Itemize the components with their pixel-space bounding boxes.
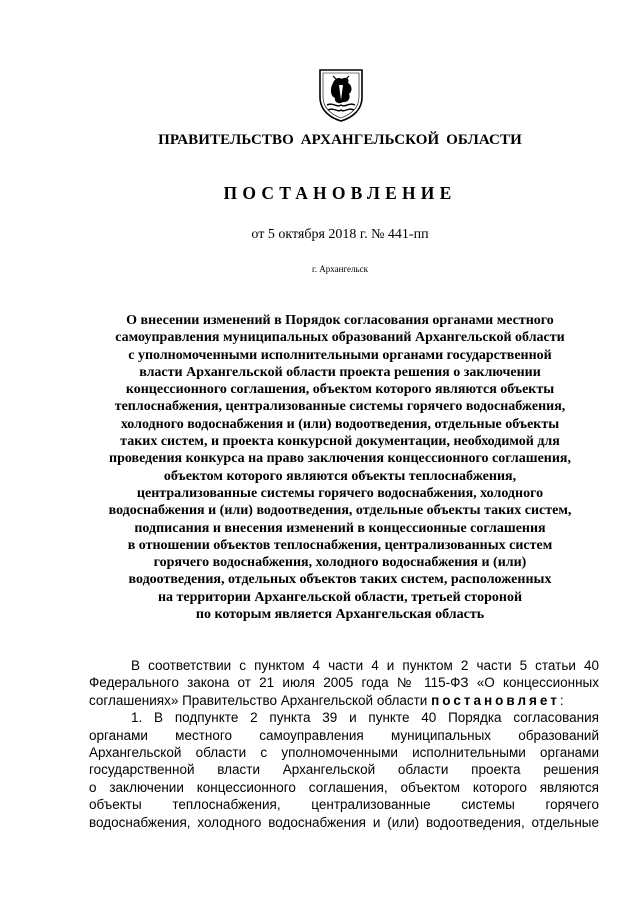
coat-of-arms-emblem [317, 67, 365, 123]
body-line: 1. В подпункте 2 пункта 39 и пункте 40 Порядка согласования [131, 710, 599, 726]
title-line: водоснабжения и (или) водоотведения, отдельные объекты таких систем, [108, 503, 572, 519]
body-line: государственной власти Архангельской области проекта решения [89, 762, 599, 778]
document-body [89, 657, 599, 831]
title-line: концессионного соглашения, объектом которого являются объекты [125, 382, 555, 398]
title-line: таких систем, и проекта конкурсной документации, необходимой для [120, 434, 560, 450]
title-line: теплоснабжения, централизованные системы горячего водоснабжения, [114, 399, 566, 415]
body-line: В соответствии с пунктом 4 части 4 и пунктом 2 части 5 статьи 40 [131, 658, 599, 673]
clause-1-paragraph [89, 709, 599, 831]
title-line: на территории Архангельской области, третьей стороной [157, 589, 523, 605]
title-line: по которым является Архангельская область [195, 607, 485, 623]
document-date-number: от 5 октября 2018 г. № 441-пп [251, 227, 429, 242]
title-line: горячего водоснабжения, холодного водоснабжения и (или) [153, 555, 527, 571]
body-line: о заключении концессионного соглашения, объектом которого являются [89, 779, 599, 795]
title-line: объектом которого являются объекты теплоснабжения, [163, 468, 517, 484]
body-line [89, 692, 599, 709]
title-line: водоотведения, отдельных объектов таких систем, расположенных [128, 572, 552, 588]
title-line: власти Архангельской области проекта решения о заключении [139, 364, 541, 380]
body-line: водоснабжения, холодного водоснабжения и (или) водоотведения, отдельные [89, 814, 599, 830]
body-line: Федерального закона от 21 июля 2005 года № 115-ФЗ «О концессионных [89, 675, 599, 691]
title-line: проведения конкурса на право заключения концессионного соглашения, [109, 451, 571, 467]
colon: : [559, 692, 564, 708]
preamble-paragraph [89, 657, 599, 709]
resolves-verb: постановляет [431, 692, 560, 708]
title-line: О внесении изменений в Порядок согласования органами местного [126, 313, 554, 328]
title-line: подписания и внесения изменений в концессионные соглашения [134, 520, 546, 536]
body-line: Архангельской области с уполномоченными исполнительными органами [89, 744, 599, 760]
document-type-heading: ПОСТАНОВЛЕНИЕ [223, 183, 457, 203]
title-line: централизованные системы горячего водоснабжения, холодного [136, 485, 544, 501]
title-line: в отношении объектов теплоснабжения, централизованных систем [127, 537, 553, 553]
preamble-text: соглашениях» Правительство Архангельской области [89, 692, 428, 708]
document-title [0, 312, 640, 623]
body-line: объекты теплоснабжения, централизованные системы горячего [89, 797, 599, 813]
title-line: с уполномоченными исполнительными органами государственной [128, 347, 552, 363]
document-city: г. Архангельск [312, 264, 368, 274]
body-line: органами местного самоуправления муниципальных образований [89, 727, 599, 743]
title-line: холодного водоснабжения и (или) водоотведения, отдельные объекты [120, 416, 560, 432]
title-line: самоуправления муниципальных образований Архангельской области [115, 330, 565, 346]
government-name: ПРАВИТЕЛЬСТВО АРХАНГЕЛЬСКОЙ ОБЛАСТИ [158, 132, 522, 148]
